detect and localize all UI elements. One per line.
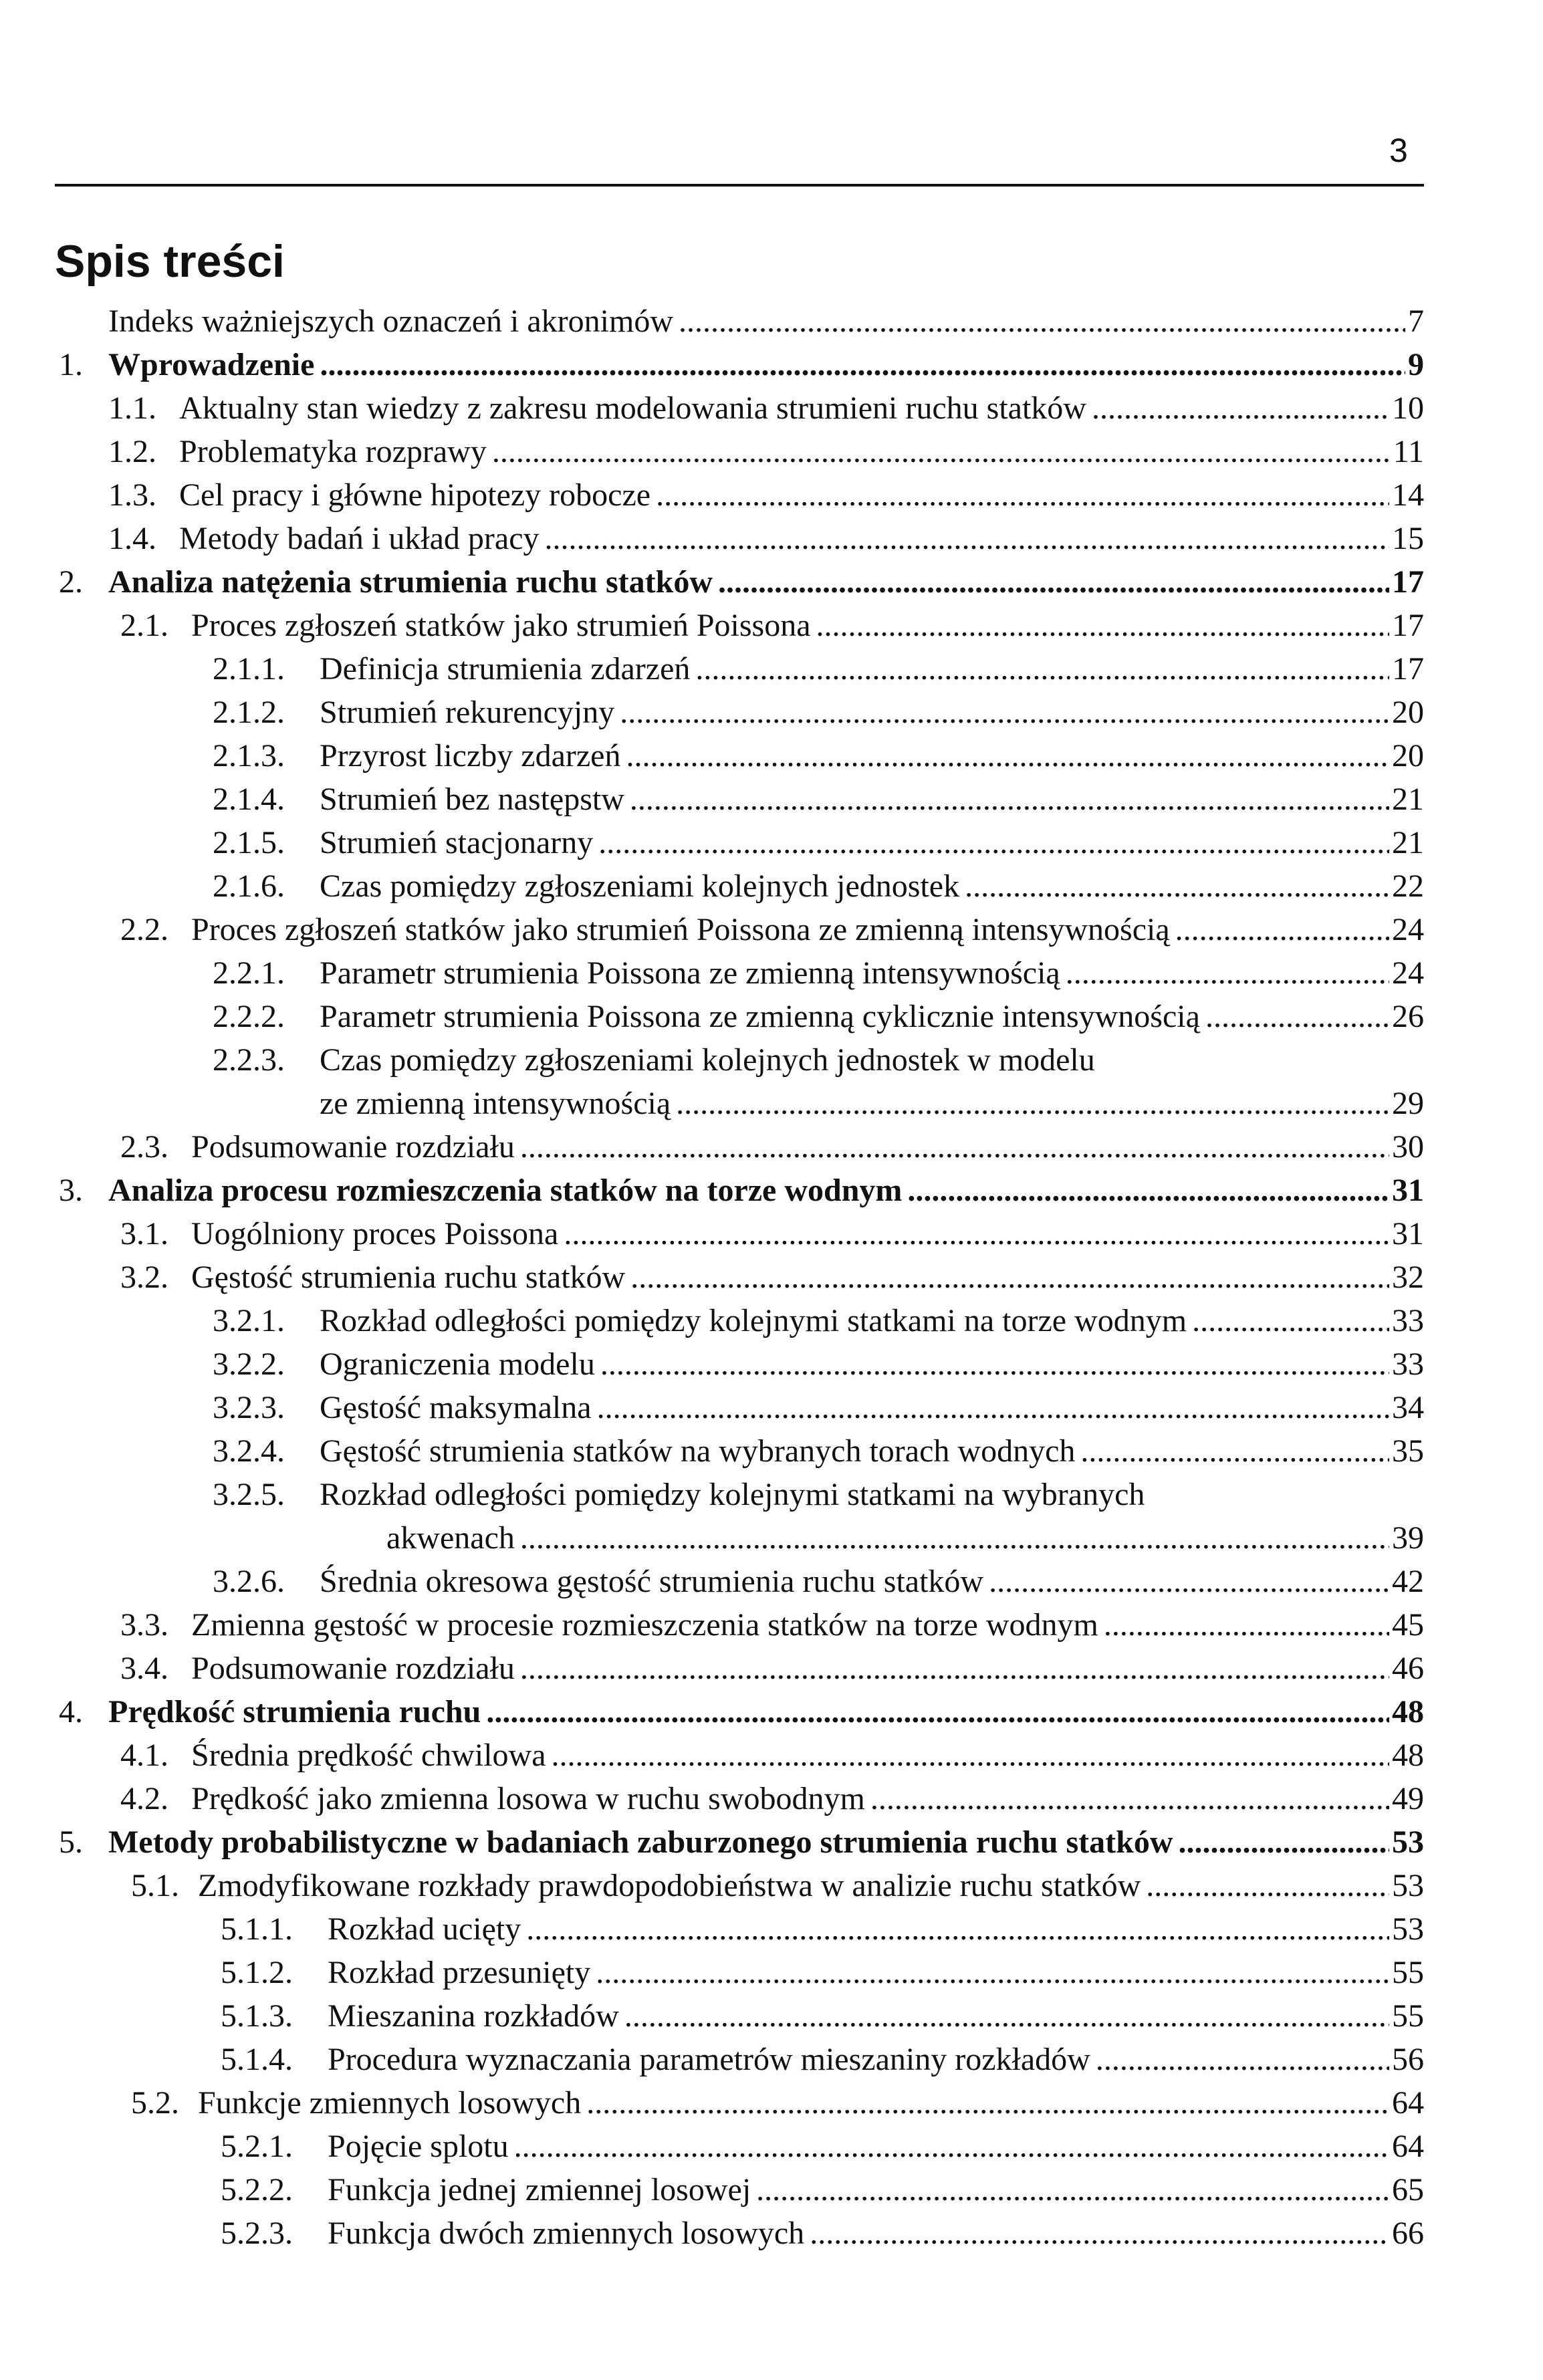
toc-entry-page: 32 — [1392, 1260, 1424, 1295]
toc-entry-page: 33 — [1392, 1346, 1424, 1382]
toc-entry-title: Strumień bez następstw — [320, 782, 624, 817]
toc-entry-page: 46 — [1392, 1651, 1424, 1686]
toc-entry-subsection[interactable] — [0, 1473, 1543, 1516]
toc-leader — [630, 778, 1389, 821]
toc-entry-page: 48 — [1392, 1694, 1424, 1730]
toc-entry-subsection[interactable] — [0, 1429, 1543, 1473]
toc-entry-title: Mieszanina rozkładów — [328, 1998, 619, 2034]
toc-entry-page: 15 — [1392, 521, 1424, 556]
toc-entry-subsection[interactable] — [0, 821, 1543, 864]
toc-entry-page: 24 — [1392, 955, 1424, 991]
toc-entry-title: Podsumowanie rozdziału — [191, 1651, 515, 1686]
toc-entry-page: 26 — [1392, 999, 1424, 1034]
toc-entry-section[interactable] — [0, 1256, 1543, 1299]
toc-entry-number: 2.2.1. — [213, 955, 285, 991]
toc-title: Spis treści — [55, 236, 285, 287]
page-number: 3 — [1389, 132, 1408, 169]
toc-entry-title: Średnia okresowa gęstość strumienia ruchu statków — [320, 1564, 984, 1599]
toc-leader — [1066, 951, 1389, 995]
toc-leader — [1175, 908, 1389, 951]
toc-entry-title: Prędkość strumienia ruchu — [108, 1694, 481, 1730]
toc-entry-title-continuation: ze zmienną intensywnością — [320, 1086, 671, 1121]
toc-entry-number: 2. — [59, 564, 83, 600]
toc-entry-page: 64 — [1392, 2085, 1424, 2121]
toc-entry-page: 42 — [1392, 1564, 1424, 1599]
toc-entry-title: Wprowadzenie — [108, 347, 315, 382]
toc-entry-page: 31 — [1392, 1216, 1424, 1252]
toc-entry-number: 5.1.4. — [221, 2042, 293, 2077]
toc-entry-chapter[interactable] — [0, 560, 1543, 604]
toc-entry-title: Rozkład przesunięty — [328, 1955, 591, 1990]
toc-entry-title: Proces zgłoszeń statków jako strumień Poissona ze zmienną intensywnością — [191, 912, 1170, 947]
toc-entry-subsection[interactable] — [0, 1038, 1543, 1082]
toc-entry-page: 29 — [1392, 1086, 1424, 1121]
toc-entry-page: 21 — [1392, 782, 1424, 817]
toc-entry-title: Parametr strumienia Poissona ze zmienną intensywnością — [320, 955, 1060, 991]
toc-entry-page: 48 — [1392, 1738, 1424, 1773]
toc-leader — [520, 1125, 1389, 1169]
toc-entry-page: 30 — [1392, 1129, 1424, 1165]
toc-entry-number: 5.2.2. — [221, 2172, 293, 2208]
header-rule — [55, 184, 1424, 187]
toc-entry-title: Proces zgłoszeń statków jako strumień Poissona — [191, 608, 811, 643]
toc-leader — [1080, 1429, 1389, 1473]
toc-entry-page: 11 — [1393, 434, 1424, 469]
toc-entry-title: Czas pomiędzy zgłoszeniami kolejnych jednostek w modelu — [320, 1042, 1095, 1078]
toc-leader — [620, 691, 1389, 734]
toc-entry-number: 4.2. — [120, 1781, 168, 1816]
toc-entry-section[interactable] — [0, 2081, 1543, 2125]
toc-entry-page: 45 — [1392, 1607, 1424, 1643]
toc-entry-chapter[interactable] — [0, 1820, 1543, 1864]
toc-entry-title-continuation: akwenach — [386, 1520, 515, 1556]
toc-entry-number: 3.2.5. — [213, 1477, 285, 1512]
toc-entry-page: 20 — [1392, 695, 1424, 730]
toc-entry-number: 2.1.5. — [213, 825, 285, 860]
toc-leader — [756, 2168, 1389, 2212]
toc-entry-section[interactable] — [0, 430, 1543, 473]
toc-entry-number: 2.1.6. — [213, 868, 285, 904]
toc-leader — [520, 1647, 1389, 1690]
toc-entry-title: Rozkład ucięty — [328, 1911, 521, 1947]
toc-entry-number: 3.2.4. — [213, 1433, 285, 1469]
toc-entry-page: 34 — [1392, 1390, 1424, 1425]
toc-entry-subsection[interactable] — [0, 1994, 1543, 2038]
toc-entry-number: 3.2. — [120, 1260, 168, 1295]
toc-entry-number: 5.2.3. — [221, 2216, 293, 2251]
toc-leader — [630, 1256, 1389, 1299]
toc-entry-subsection[interactable] — [0, 778, 1543, 821]
toc-entry-subsection[interactable] — [0, 2212, 1543, 2255]
toc-entry-subsection[interactable] — [0, 1299, 1543, 1342]
toc-entry-page: 17 — [1392, 564, 1424, 600]
toc-entry-page: 65 — [1392, 2172, 1424, 2208]
toc-entry-page: 10 — [1392, 390, 1424, 426]
toc-leader — [1192, 1299, 1389, 1342]
toc-entry-page: 33 — [1392, 1303, 1424, 1338]
toc-entry-number: 1.2. — [108, 434, 156, 469]
toc-entry-number: 5.1. — [131, 1868, 179, 1903]
toc-entry-section[interactable] — [0, 1734, 1543, 1777]
toc-leader — [870, 1777, 1389, 1820]
toc-entry-title: Gęstość strumienia ruchu statków — [191, 1260, 626, 1295]
toc-entry-subsection[interactable] — [0, 2038, 1543, 2081]
toc-entry-page: 39 — [1392, 1520, 1424, 1556]
toc-entry-page: 53 — [1392, 1868, 1424, 1903]
toc-leader — [598, 821, 1389, 864]
toc-entry[interactable] — [0, 300, 1543, 343]
toc-entry-title: Zmienna gęstość w procesie rozmieszczenia statków na torze wodnym — [191, 1607, 1098, 1643]
toc-entry-title: Analiza procesu rozmieszczenia statków na torze wodnym — [108, 1173, 903, 1208]
toc-entry-subsection[interactable] — [0, 2168, 1543, 2212]
toc-entry-title: Prędkość jako zmienna losowa w ruchu swobodnym — [191, 1781, 865, 1816]
toc-leader — [600, 1342, 1389, 1386]
toc-entry-number: 1.1. — [108, 390, 156, 426]
toc-entry-title: Procedura wyznaczania parametrów mieszaniny rozkładów — [328, 2042, 1090, 2077]
toc-entry-title: Przyrost liczby zdarzeń — [320, 738, 621, 774]
toc-entry-subsection[interactable] — [0, 995, 1543, 1038]
toc-entry-title: Strumień rekurencyjny — [320, 695, 615, 730]
toc-entry-section[interactable] — [0, 1864, 1543, 1907]
toc-entry-section[interactable] — [0, 1125, 1543, 1169]
toc-leader — [514, 2125, 1389, 2168]
toc-entry-number: 5.1.3. — [221, 1998, 293, 2034]
toc-entry-subsection[interactable] — [0, 1386, 1543, 1429]
toc-entry-number: 5.2. — [131, 2085, 179, 2121]
toc-entry-section[interactable] — [0, 517, 1543, 560]
toc-leader — [596, 1951, 1389, 1994]
toc-entry-title: Parametr strumienia Poissona ze zmienną cyklicznie intensywnością — [320, 999, 1200, 1034]
toc-entry-title: Zmodyfikowane rozkłady prawdopodobieństwa w analizie ruchu statków — [198, 1868, 1141, 1903]
toc-leader — [676, 1082, 1389, 1125]
toc-entry-title: Pojęcie splotu — [328, 2129, 509, 2164]
toc-leader — [1205, 995, 1389, 1038]
toc-entry-title: Gęstość maksymalna — [320, 1390, 592, 1425]
toc-entry-number: 3.2.1. — [213, 1303, 285, 1338]
toc-leader — [1179, 1820, 1389, 1864]
toc-leader — [545, 517, 1390, 560]
table-of-contents — [0, 300, 1543, 2255]
toc-entry-section[interactable] — [0, 604, 1543, 647]
toc-entry-section[interactable] — [0, 386, 1543, 430]
toc-entry-number: 5.1.1. — [221, 1911, 293, 1947]
toc-entry-page: 9 — [1408, 347, 1424, 382]
toc-entry-subsection[interactable] — [0, 1342, 1543, 1386]
toc-entry-subsection[interactable] — [0, 864, 1543, 908]
toc-leader — [1096, 2038, 1389, 2081]
toc-entry-number: 5.1.2. — [221, 1955, 293, 1990]
toc-entry-number: 2.1.2. — [213, 695, 285, 730]
toc-entry-number: 3.2.2. — [213, 1346, 285, 1382]
toc-entry-section[interactable] — [0, 1212, 1543, 1256]
toc-entry-title: Ograniczenia modelu — [320, 1346, 595, 1382]
toc-entry-page: 53 — [1392, 1824, 1424, 1860]
toc-entry-title: Strumień stacjonarny — [320, 825, 594, 860]
toc-leader — [526, 1907, 1389, 1951]
toc-entry-number: 2.1.4. — [213, 782, 285, 817]
toc-entry-page: 55 — [1392, 1998, 1424, 2034]
toc-entry-number: 2.2. — [120, 912, 168, 947]
toc-leader — [1092, 386, 1389, 430]
toc-entry-page: 35 — [1392, 1433, 1424, 1469]
toc-entry-number: 2.2.3. — [213, 1042, 285, 1078]
toc-entry-number: 2.2.2. — [213, 999, 285, 1034]
toc-entry-number: 5. — [59, 1824, 83, 1860]
toc-entry-number: 1. — [59, 347, 83, 382]
toc-entry-continuation[interactable] — [0, 1082, 1543, 1125]
toc-entry-page: 17 — [1392, 608, 1424, 643]
toc-leader — [552, 1734, 1389, 1777]
toc-entry-number: 3. — [59, 1173, 83, 1208]
toc-entry-chapter[interactable] — [0, 343, 1543, 386]
toc-entry-number: 2.1.1. — [213, 651, 285, 687]
toc-entry-number: 3.1. — [120, 1216, 168, 1252]
toc-entry-title: Metody badań i układ pracy — [179, 521, 540, 556]
toc-entry-title: Indeks ważniejszych oznaczeń i akronimów — [108, 304, 673, 339]
toc-entry-page: 55 — [1392, 1955, 1424, 1990]
toc-leader — [695, 647, 1389, 691]
toc-leader — [656, 473, 1389, 517]
toc-entry-title: Aktualny stan wiedzy z zakresu modelowania strumieni ruchu statków — [179, 390, 1086, 426]
toc-entry-title: Analiza natężenia strumienia ruchu statków — [108, 564, 713, 600]
toc-entry-number: 2.1.3. — [213, 738, 285, 774]
toc-entry-page: 22 — [1392, 868, 1424, 904]
toc-entry-subsection[interactable] — [0, 2125, 1543, 2168]
toc-entry-title: Uogólniony proces Poissona — [191, 1216, 559, 1252]
toc-entry-subsection[interactable] — [0, 1560, 1543, 1603]
toc-leader — [965, 864, 1389, 908]
toc-entry-subsection[interactable] — [0, 951, 1543, 995]
toc-entry-title: Podsumowanie rozdziału — [191, 1129, 515, 1165]
toc-entry-page: 56 — [1392, 2042, 1424, 2077]
toc-entry-page: 7 — [1408, 304, 1424, 339]
toc-entry-title: Rozkład odległości pomiędzy kolejnymi statkami na wybranych — [320, 1477, 1145, 1512]
toc-entry-page: 14 — [1392, 477, 1424, 513]
toc-entry-page: 64 — [1392, 2129, 1424, 2164]
toc-entry-title: Cel pracy i główne hipotezy robocze — [179, 477, 651, 513]
toc-entry-section[interactable] — [0, 1647, 1543, 1690]
toc-leader — [907, 1169, 1389, 1212]
toc-entry-page: 21 — [1392, 825, 1424, 860]
toc-leader — [679, 300, 1405, 343]
toc-entry-subsection[interactable] — [0, 691, 1543, 734]
toc-entry-section[interactable] — [0, 473, 1543, 517]
toc-entry-title: Rozkład odległości pomiędzy kolejnymi statkami na torze wodnym — [320, 1303, 1187, 1338]
toc-leader — [624, 1994, 1389, 2038]
toc-entry-number: 1.3. — [108, 477, 156, 513]
toc-leader — [1104, 1603, 1389, 1647]
toc-entry-page: 24 — [1392, 912, 1424, 947]
toc-entry-subsection[interactable] — [0, 1907, 1543, 1951]
toc-leader — [564, 1212, 1389, 1256]
toc-leader — [597, 1386, 1389, 1429]
toc-leader — [486, 1690, 1389, 1734]
toc-entry-title: Funkcje zmiennych losowych — [198, 2085, 582, 2121]
toc-entry-number: 3.4. — [120, 1651, 168, 1686]
toc-leader — [492, 430, 1391, 473]
toc-entry-number: 2.3. — [120, 1129, 168, 1165]
toc-leader — [586, 2081, 1389, 2125]
toc-entry-chapter[interactable] — [0, 1690, 1543, 1734]
toc-entry-page: 17 — [1392, 651, 1424, 687]
toc-entry-title: Metody probabilistyczne w badaniach zaburzonego strumienia ruchu statków — [108, 1824, 1173, 1860]
toc-entry-chapter[interactable] — [0, 1169, 1543, 1212]
toc-leader — [320, 343, 1405, 386]
toc-entry-subsection[interactable] — [0, 734, 1543, 778]
toc-entry-title: Funkcja dwóch zmiennych losowych — [328, 2216, 805, 2251]
toc-entry-number: 3.2.3. — [213, 1390, 285, 1425]
toc-entry-title: Funkcja jednej zmiennej losowej — [328, 2172, 751, 2208]
toc-entry-page: 20 — [1392, 738, 1424, 774]
toc-entry-subsection[interactable] — [0, 647, 1543, 691]
toc-entry-number: 5.2.1. — [221, 2129, 293, 2164]
toc-entry-number: 3.2.6. — [213, 1564, 285, 1599]
toc-leader — [810, 2212, 1389, 2255]
toc-entry-number: 2.1. — [120, 608, 168, 643]
toc-entry-title: Średnia prędkość chwilowa — [191, 1738, 546, 1773]
toc-leader — [626, 734, 1389, 778]
toc-entry-number: 4.1. — [120, 1738, 168, 1773]
toc-entry-title: Definicja strumienia zdarzeń — [320, 651, 691, 687]
toc-entry-page: 53 — [1392, 1911, 1424, 1947]
toc-entry-title: Gęstość strumienia statków na wybranych torach wodnych — [320, 1433, 1076, 1469]
toc-entry-title: Czas pomiędzy zgłoszeniami kolejnych jednostek — [320, 868, 960, 904]
toc-entry-section[interactable] — [0, 908, 1543, 951]
toc-entry-continuation[interactable] — [0, 1516, 1543, 1560]
toc-leader — [1146, 1864, 1389, 1907]
toc-leader — [520, 1516, 1389, 1560]
toc-leader — [816, 604, 1389, 647]
toc-entry-title: Problematyka rozprawy — [179, 434, 487, 469]
toc-entry-page: 49 — [1392, 1781, 1424, 1816]
toc-entry-section[interactable] — [0, 1603, 1543, 1647]
toc-leader — [718, 560, 1389, 604]
toc-entry-number: 4. — [59, 1694, 83, 1730]
toc-entry-page: 31 — [1392, 1173, 1424, 1208]
toc-entry-number: 3.3. — [120, 1607, 168, 1643]
toc-entry-section[interactable] — [0, 1777, 1543, 1820]
toc-leader — [989, 1560, 1389, 1603]
toc-entry-page: 66 — [1392, 2216, 1424, 2251]
toc-entry-subsection[interactable] — [0, 1951, 1543, 1994]
toc-entry-number: 1.4. — [108, 521, 156, 556]
